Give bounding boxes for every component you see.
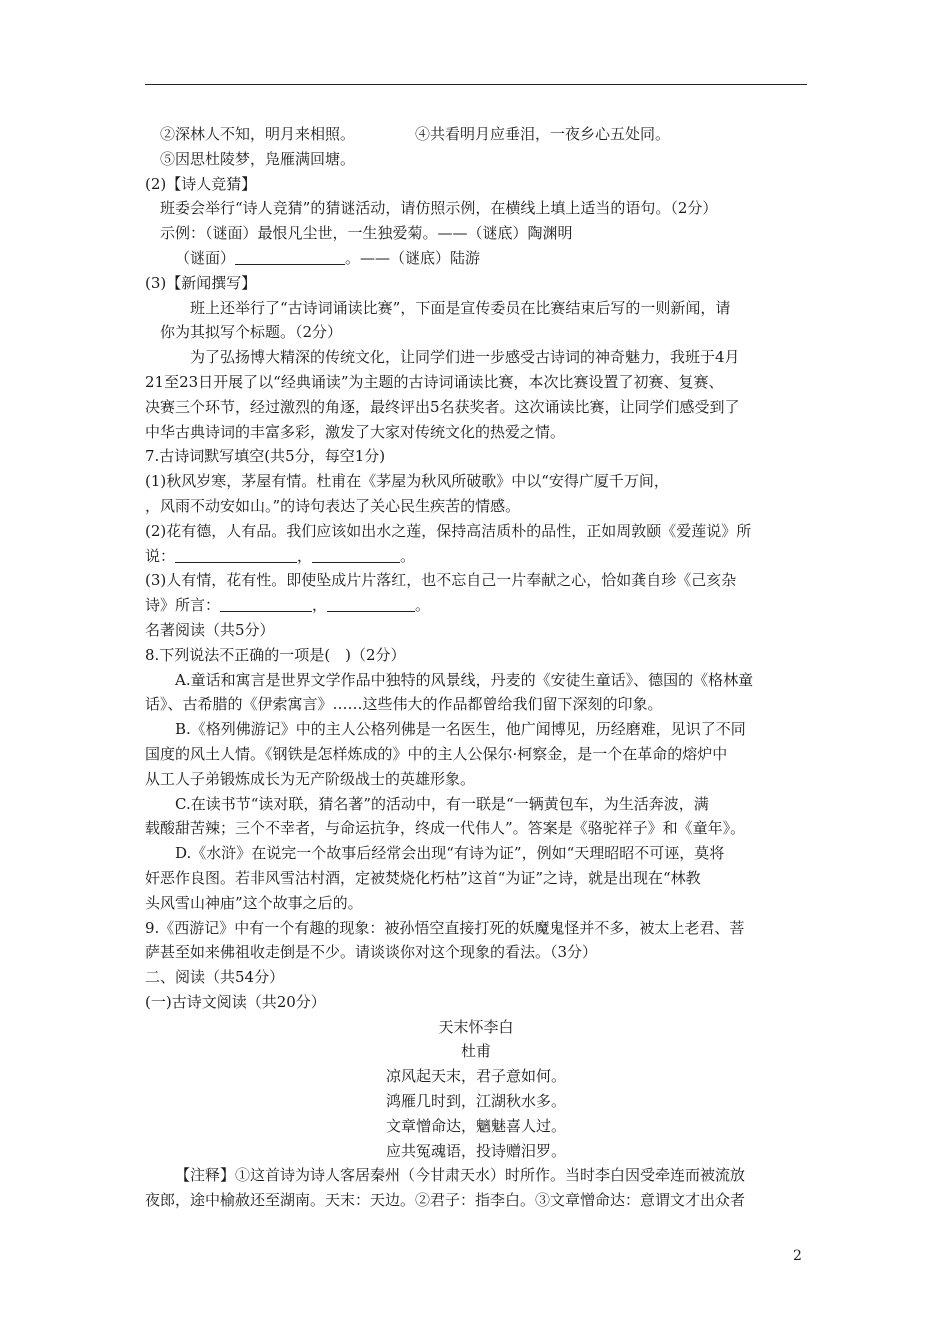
answer-blank[interactable] (235, 249, 345, 265)
fill-line: 诗》所言： ， 。 (145, 596, 431, 615)
news-text: 为了弘扬博大精深的传统文化，让同学们进一步感受古诗词的神奇魅力，我班于4月 (190, 348, 740, 367)
option-b: B.《格列佛游记》中的主人公格列佛是一名医生，他广闻博见，历经磨难，见识了不同 (175, 720, 746, 739)
header-rule (145, 84, 807, 85)
news-text: 21至23日开展了以“经典诵读”为主题的古诗词诵读比赛，本次比赛设置了初赛、复赛、 (145, 372, 724, 391)
question-7: 7.古诗词默写填空(共5分，每空1分) (145, 447, 386, 466)
section-ancient-poetry: (一)古诗文阅读（共20分） (145, 992, 326, 1011)
text-line: 你为其拟写个标题。（2分） (160, 323, 343, 342)
text-line: ，风雨不动安如山。”的诗句表达了关心民生疾苦的情感。 (145, 496, 521, 515)
text-line: 从工人子弟锻炼成长为无产阶级战士的英雄形象。 (145, 769, 476, 788)
section-classics: 名著阅读（共5分） (145, 620, 275, 639)
section-reading: 二、阅读（共54分） (145, 968, 285, 987)
annotation: 夜郎，途中榆赦还至湖南。天末：天边。②君子：指李白。③文章憎命达：意谓文才出众者 (145, 1191, 746, 1210)
text-line: 国度的风土人情。《钢铁是怎样炼成的》中的主人公保尔·柯察金，是一个在革命的熔炉中 (145, 744, 728, 763)
answer-blank[interactable] (312, 547, 400, 563)
poem-line: 凉风起天末，君子意如何。 (385, 1067, 566, 1086)
text-line: 奸恶作良图。若非风雪沽村酒，定被焚烧化朽枯”这首“为证”之诗，就是出现在“林教 (145, 868, 701, 887)
news-text: 中华古典诗词的丰富多彩，激发了大家对传统文化的热爱之情。 (145, 422, 566, 441)
text-line: 班委会举行“诗人竞猜”的猜谜活动，请仿照示例，在横线上填上适当的语句。（2分） (160, 199, 718, 218)
document-page (145, 122, 807, 1213)
option-c: C.在读书节“读对联，猜名著”的活动中，有一联是“一辆黄包车，为生活奔波，满 (175, 794, 709, 813)
section-news: (3)【新闻撰写】 (145, 273, 257, 292)
poem-line: 鸿雁几时到，江湖秋水多。 (385, 1092, 566, 1111)
text-line: 载酸甜苦辣；三个不幸者，与命运抗争，终成一代伟人”。答案是《骆驼祥子》和《童年》。 (145, 819, 746, 838)
poem-line: 文章憎命达，魑魅喜人过。 (385, 1116, 566, 1135)
text-line: (2)花有德，人有品。我们应该如出水之莲，保持高洁质朴的品性，正如周敦颐《爱莲说》所 (145, 521, 752, 540)
poem-title: 天末怀李白 (438, 1017, 514, 1036)
fill-line: 说： ， 。 (145, 546, 416, 565)
example-line: 示例：（谜面）最恨凡尘世，一生独爱菊。——（谜底）陶渊明 (160, 224, 573, 243)
text-line: 班上还举行了“古诗词诵读比赛”，下面是宣传委员在比赛结束后写的一则新闻，请 (190, 298, 731, 317)
option-4: ④共看明月应垂泪，一夜乡心五处同。 (415, 125, 671, 143)
option-5: ⑤因思杜陵梦，凫雁满回塘。 (160, 149, 356, 168)
text-line: (3)人有情，花有性。即使坠成片片落红，也不忘自己一片奉献之心，恰如龚自珍《己亥杂 (145, 571, 737, 590)
riddle-line: （谜面） 。——（谜底）陆游 (175, 248, 481, 267)
text-line: (1)秋风岁寒，茅屋有情。杜甫在《茅屋为秋风所破歌》中以“安得广厦千万间， (145, 472, 669, 491)
question-8: 8.下列说法不正确的一项是( )（2分） (145, 645, 406, 664)
answer-blank[interactable] (327, 596, 415, 612)
section-poet-guess: (2)【诗人竞猜】 (145, 174, 257, 193)
annotation: 【注释】①这首诗为诗人客居秦州（今甘肃天水）时所作。当时李白因受牵连而被流放 (175, 1166, 746, 1185)
option-a: A.童话和寓言是世界文学作品中独特的风景线，丹麦的《安徒生童话》、德国的《格林童 (175, 670, 754, 689)
poem-line: 应共冤魂语，投诗赠汨罗。 (385, 1141, 566, 1160)
answer-blank[interactable] (220, 596, 312, 612)
text-line: 话》、古希腊的《伊索寓言》……这些伟大的作品都曾给我们留下深刻的印象。 (145, 695, 663, 714)
poem-author: 杜甫 (460, 1042, 491, 1061)
poem-options-line (145, 122, 807, 147)
text-line: 头风雪山神庙”这个故事之后的。 (145, 893, 363, 912)
option-2: ②深林人不知，明月来相照。 (160, 125, 356, 143)
page-number: 2 (793, 1248, 802, 1264)
question-9: 9.《西游记》中有一个有趣的现象：被孙悟空直接打死的妖魔鬼怪并不多，被太上老君、菩 (145, 918, 745, 937)
answer-blank[interactable] (175, 547, 297, 563)
news-text: 决赛三个环节，经过激烈的角逐，最终评出5名获奖者。这次诵读比赛，让同学们感受到了 (145, 397, 740, 416)
text-line: 萨甚至如来佛祖收走倒是不少。请谈谈你对这个现象的看法。（3分） (145, 943, 598, 962)
option-d: D.《水浒》在说完一个故事后经常会出现“有诗为证”，例如“天理昭昭不可诬，莫将 (175, 844, 725, 863)
